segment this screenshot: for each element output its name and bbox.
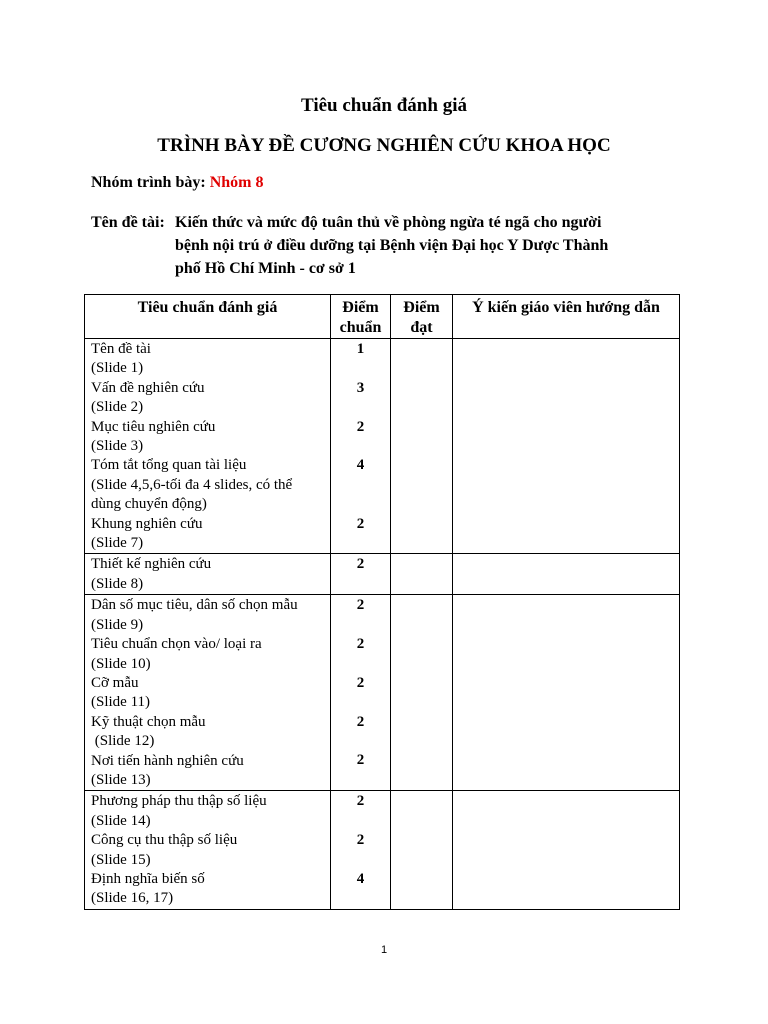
standard-score [331, 851, 390, 870]
criteria-line: Nơi tiến hành nghiên cứu [91, 752, 244, 769]
criteria-line: Vấn đề nghiên cứu [91, 379, 205, 396]
group-value: Nhóm 8 [209, 174, 264, 191]
topic-line: Kiến thức và mức độ tuân thủ về phòng ngừa té ngã cho người [175, 214, 602, 231]
criteria-line: (Slide 1) [91, 360, 144, 377]
criteria-cell [85, 791, 331, 909]
table-row [85, 791, 680, 909]
criteria-line: (Slide 4,5,6-tối đa 4 slides, có thể [91, 476, 293, 493]
main-title: TRÌNH BÀY ĐỀ CƯƠNG NGHIÊN CỨU KHOA HỌC [157, 135, 611, 156]
document-heading: Tiêu chuẩn đánh giá [301, 95, 467, 116]
achieved-score-cell[interactable] [391, 339, 453, 554]
criteria-line: Định nghĩa biến số [91, 870, 205, 887]
criteria-line: (Slide 3) [91, 438, 144, 455]
standard-score: 1 [356, 341, 365, 357]
standard-score [331, 398, 390, 417]
standard-score: 2 [356, 515, 365, 532]
topic-line: bệnh nội trú ở điều dưỡng tại Bệnh viện Đại học Y Dược Thành [175, 237, 609, 254]
evaluation-table [84, 294, 680, 910]
table-header-row [85, 295, 680, 339]
standard-score: 4 [356, 457, 365, 474]
criteria-line: Khung nghiên cứu [91, 515, 203, 532]
criteria-line: Công cụ thu thập số liệu [91, 832, 238, 849]
criteria-line: dùng chuyển động) [91, 496, 207, 513]
achieved-score-cell[interactable] [391, 595, 453, 791]
standard-score: 3 [356, 379, 365, 396]
standard-score [331, 812, 390, 831]
standard-score: 2 [356, 832, 365, 849]
table-row [85, 554, 680, 595]
criteria-cell [85, 339, 331, 554]
criteria-line: Tiêu chuẩn chọn vào/ loại ra [91, 636, 262, 653]
criteria-cell [85, 554, 331, 595]
topic-text [175, 211, 675, 280]
standard-score [331, 495, 390, 514]
criteria-line: (Slide 11) [91, 694, 151, 711]
header-line: Điểm [403, 299, 440, 316]
criteria-line: (Slide 15) [91, 851, 151, 868]
standard-score [331, 575, 390, 594]
criteria-line: Phương pháp thu thập số liệu [91, 793, 267, 810]
standard-score-cell [331, 339, 391, 554]
standard-score [331, 437, 390, 456]
header-line: Điểm [342, 299, 379, 316]
teacher-comment-cell[interactable] [453, 339, 680, 554]
standard-score-cell [331, 554, 391, 595]
criteria-line: (Slide 14) [91, 812, 151, 829]
topic-line: phố Hồ Chí Minh - cơ sở 1 [175, 260, 356, 277]
standard-score [331, 534, 390, 553]
header-standard-score [331, 295, 391, 339]
standard-score [331, 732, 390, 751]
criteria-line: Tên đề tài [91, 341, 151, 357]
standard-score-cell [331, 791, 391, 909]
standard-score: 2 [356, 793, 365, 810]
criteria-line: Tóm tắt tổng quan tài liệu [91, 457, 247, 474]
header-teacher-comment: Ý kiến giáo viên hướng dẫn [453, 295, 680, 339]
standard-score: 2 [356, 597, 365, 614]
standard-score [331, 359, 390, 378]
table-row [85, 339, 680, 554]
teacher-comment-cell[interactable] [453, 595, 680, 791]
standard-score [331, 889, 390, 908]
teacher-comment-cell[interactable] [453, 554, 680, 595]
criteria-line: (Slide 8) [91, 575, 144, 592]
table-body [85, 339, 680, 910]
group-label: Nhóm trình bày: [91, 174, 210, 191]
header-criteria: Tiêu chuẩn đánh giá [85, 295, 331, 339]
criteria-line: Kỹ thuật chọn mẫu [91, 713, 206, 730]
standard-score: 2 [356, 418, 365, 435]
standard-score [331, 771, 390, 790]
topic-label: Tên đề tài: [91, 214, 165, 231]
standard-score [331, 693, 390, 712]
criteria-line: Thiết kế nghiên cứu [91, 556, 212, 573]
achieved-score-cell[interactable] [391, 554, 453, 595]
standard-score: 2 [356, 713, 365, 730]
standard-score: 2 [356, 674, 365, 691]
standard-score: 2 [356, 636, 365, 653]
criteria-line: (Slide 7) [91, 535, 144, 552]
table-row [85, 595, 680, 791]
header-line: chuẩn [339, 319, 382, 336]
criteria-line: Mục tiêu nghiên cứu [91, 418, 216, 435]
criteria-line: Dân số mục tiêu, dân số chọn mẫu [91, 597, 298, 614]
standard-score [331, 616, 390, 635]
standard-score [331, 654, 390, 673]
standard-score: 2 [356, 752, 365, 769]
criteria-cell [85, 595, 331, 791]
page-number: 1 [380, 944, 388, 956]
standard-score: 4 [356, 870, 365, 887]
criteria-line: (Slide 16, 17) [91, 890, 174, 907]
criteria-line: (Slide 12) [91, 733, 155, 750]
criteria-line: (Slide 13) [91, 771, 151, 788]
achieved-score-cell[interactable] [391, 791, 453, 909]
standard-score [331, 476, 390, 495]
criteria-line: (Slide 10) [91, 655, 151, 672]
standard-score: 2 [356, 556, 365, 573]
header-achieved-score [391, 295, 453, 339]
header-line: đạt [410, 319, 433, 336]
presenting-group [91, 174, 263, 192]
teacher-comment-cell[interactable] [453, 791, 680, 909]
standard-score-cell [331, 595, 391, 791]
criteria-line: (Slide 2) [91, 399, 144, 416]
criteria-line: (Slide 9) [91, 616, 144, 633]
criteria-line: Cỡ mẫu [91, 674, 139, 691]
